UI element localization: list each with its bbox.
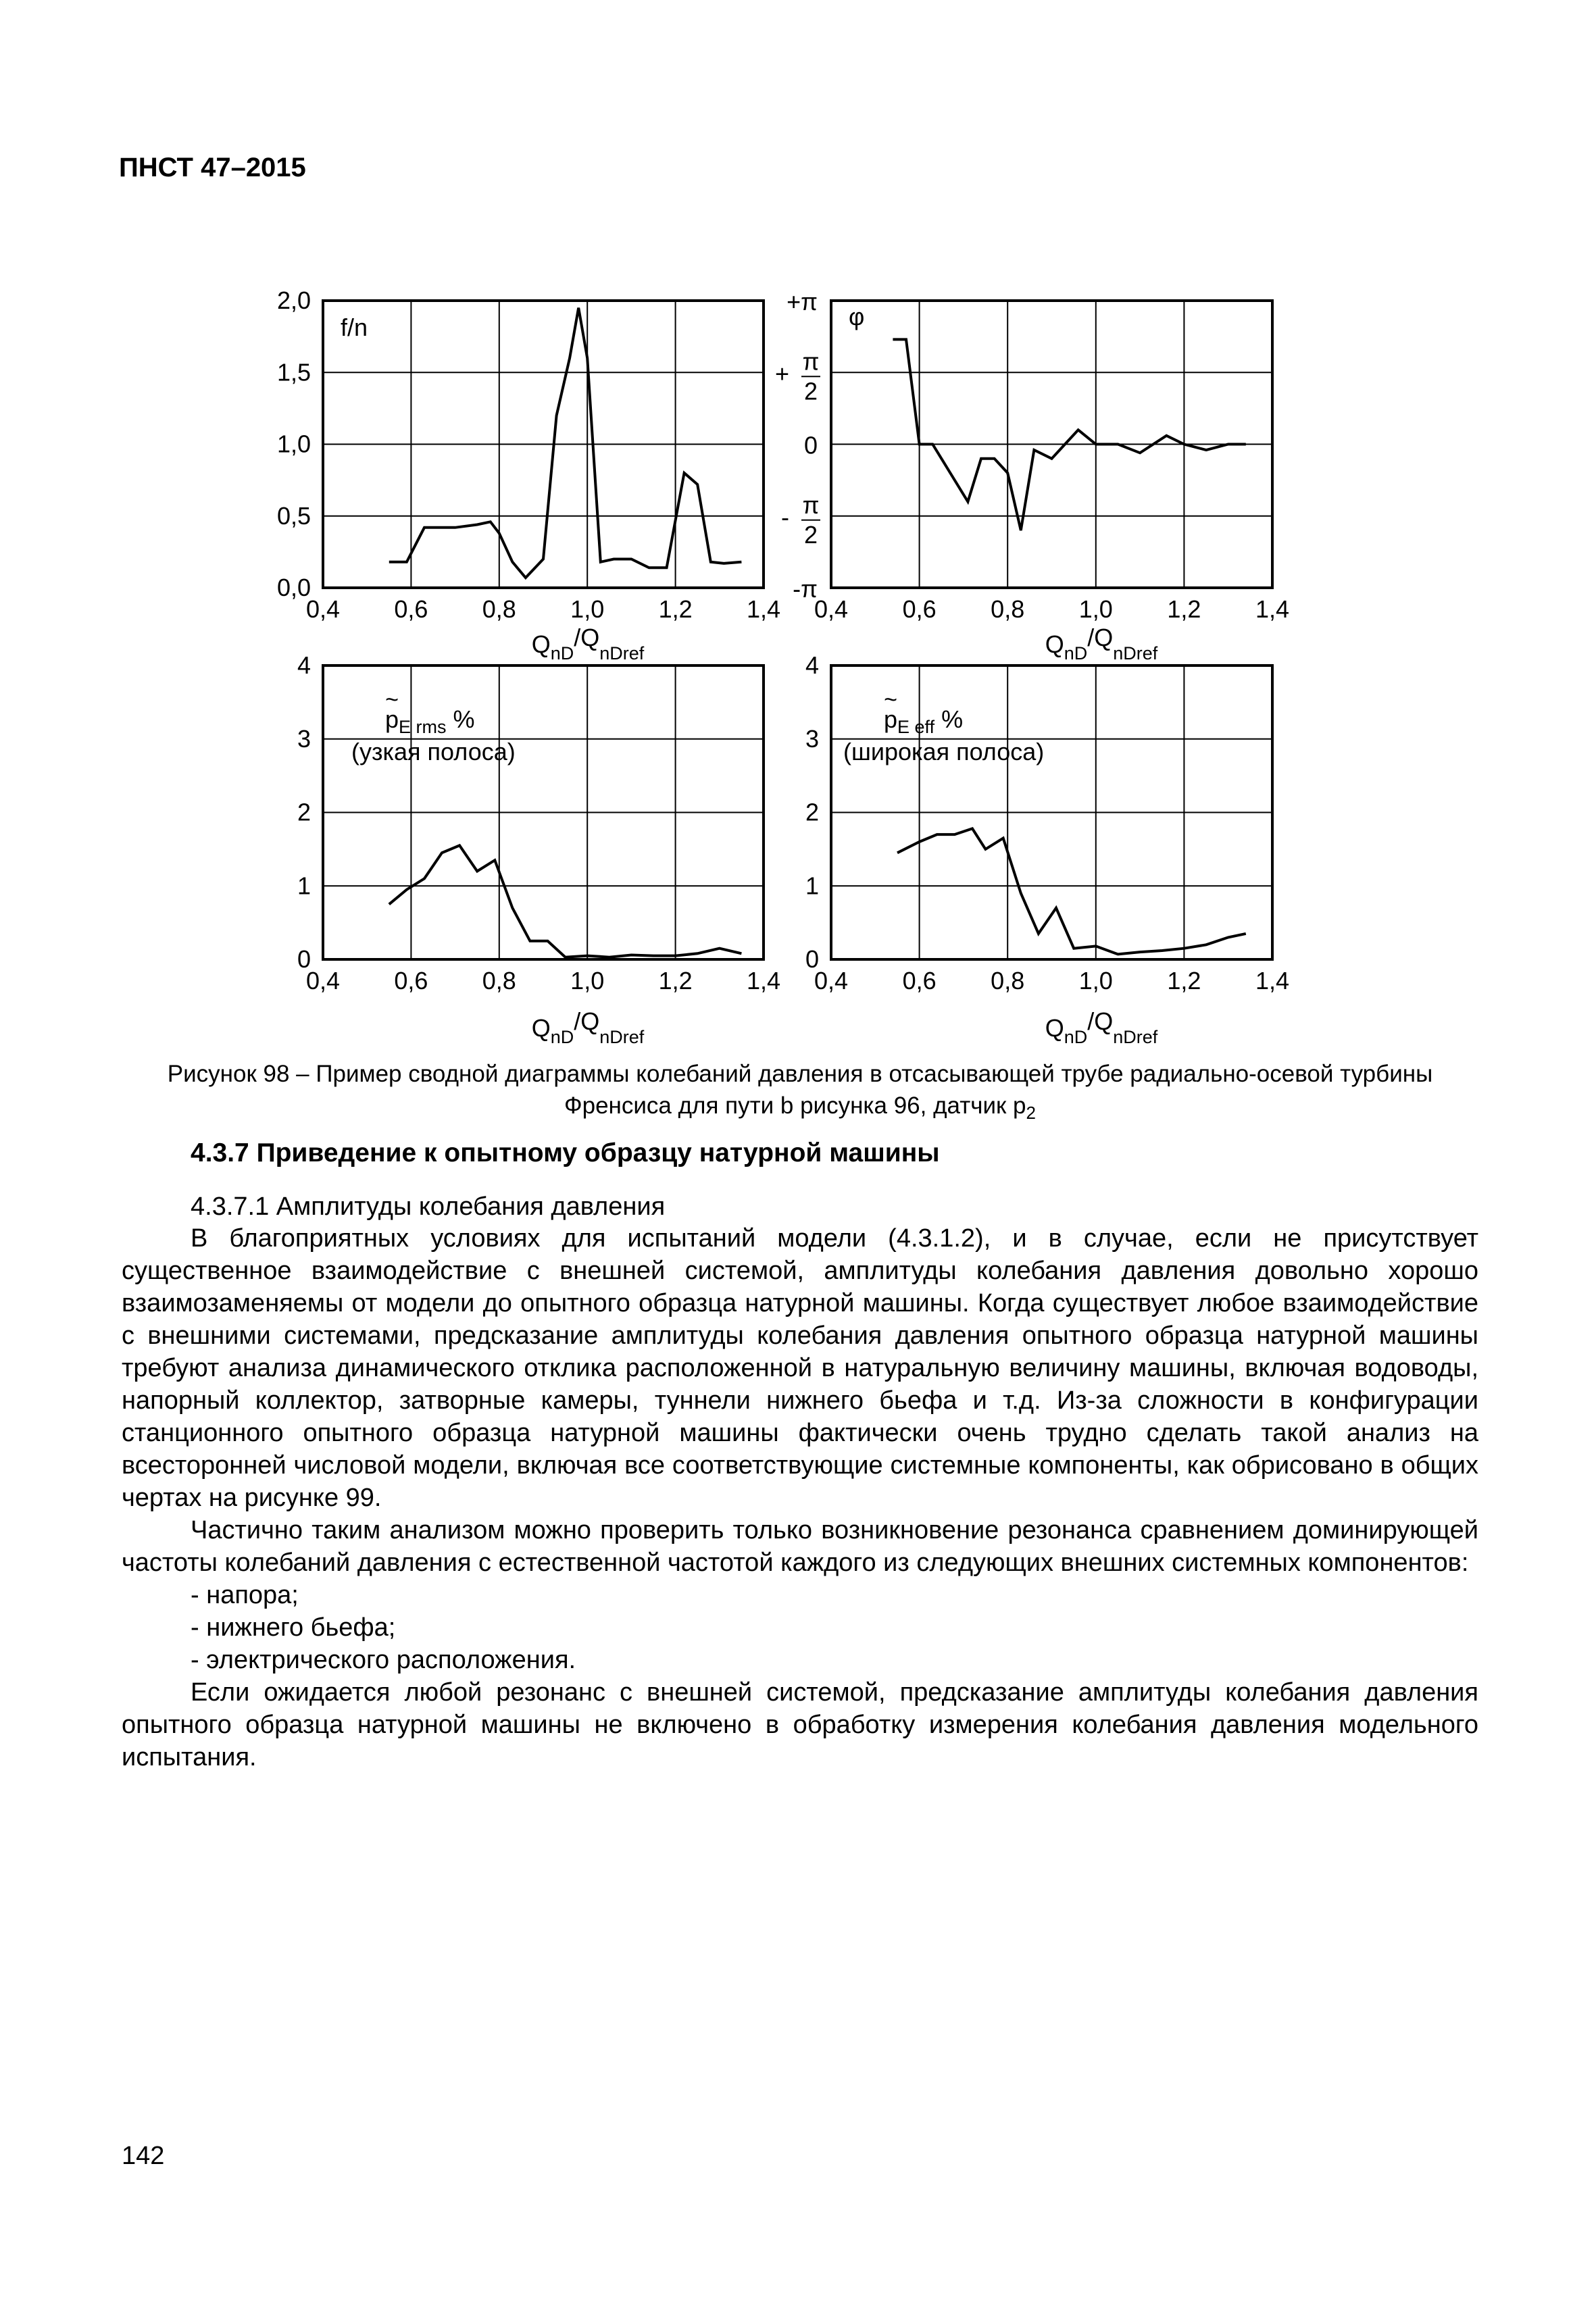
x-tick-label: 1,0 [570,595,605,623]
document-code: ПНСТ 47–2015 [119,153,306,182]
x-tick-label: 1,0 [1078,595,1113,623]
list-item: - электрического расположения. [191,1646,576,1674]
y-tick-label: 1 [805,872,819,900]
y-tick-label: 2,0 [276,286,311,314]
y-tick-label: 2 [805,798,819,826]
page-number: 142 [122,2142,165,2170]
x-tick-label: 0,4 [305,967,341,995]
subsection-heading: 4.3.7.1 Амплитуды колебания давления [191,1192,666,1221]
tilde-mark: ~ [385,687,399,713]
y-tick-label: 0 [297,945,311,973]
x-tick-label: 1,4 [1255,967,1290,995]
x-tick-label: 0,8 [482,595,516,623]
tilde-mark: ~ [884,687,897,713]
y-tick-label-half-sign: + [774,359,789,388]
panel-label-fn: f/n [341,313,368,341]
x-tick-label: 0,8 [991,967,1025,995]
x-tick-label: 0,6 [902,967,937,995]
x-axis-label: $Q_{nD}/Q_{nDref}$ [1045,1007,1158,1047]
y-tick-label-top: +π [787,288,818,316]
x-tick-label: 0,4 [305,595,341,623]
data-series-line [389,308,742,578]
list-item: - напора; [191,1581,299,1609]
panel-note: (широкая полоса) [843,738,1045,765]
caption-subscript: 2 [1026,1103,1036,1123]
y-tick-label-neg-half-num: π [802,491,820,519]
x-tick-label: 1,4 [746,967,781,995]
figure-caption [122,1058,1478,1129]
x-axis-label: $Q_{nD}/Q_{nDref}$ [531,624,645,663]
y-tick-label: 4 [297,651,311,679]
x-tick-label: 0,8 [991,595,1025,623]
x-axis-label: $Q_{nD}/Q_{nDref}$ [1045,624,1158,663]
x-tick-label: 0,6 [394,967,428,995]
x-tick-label: 1,0 [1078,967,1113,995]
y-tick-label: 1 [297,872,311,900]
paragraph-3: Если ожидается любой резонанс с внешней системой, предсказание амплитуды колебания давления опытного образца натурной машины не включено в обработку измерения колебания давления модельного испытания. [122,1678,1478,1771]
section-heading: 4.3.7 Приведение к опытному образцу натурной машины [191,1138,940,1167]
x-tick-label: 1,2 [658,595,693,623]
y-tick-label: 2 [297,798,311,826]
x-tick-label: 0,4 [814,967,849,995]
x-axis-label: $Q_{nD}/Q_{nDref}$ [531,1007,645,1047]
y-tick-label-bottom: -π [793,575,818,603]
y-tick-label-half-num: π [802,347,820,376]
data-series-line [897,828,1246,954]
y-tick-label-half-den: 2 [803,377,818,405]
data-series-line [389,845,742,957]
list-item: - нижнего бьефа; [191,1613,396,1642]
x-tick-label: 1,2 [1167,595,1201,623]
x-tick-label: 0,8 [482,967,516,995]
body-text [122,1222,1478,1774]
y-tick-label: 3 [297,724,311,753]
y-tick-label: 0,5 [276,501,311,530]
x-tick-label: 0,4 [814,595,849,623]
panel-label-phi: φ [849,303,865,330]
figure-98 [0,0,1596,1054]
y-tick-label-neg-half-sign: - [781,503,789,531]
x-tick-label: 1,4 [1255,595,1290,623]
panel-label: $p_{E rms}$ % [385,705,475,737]
paragraph-2: Частично таким анализом можно проверить только возникновение резонанса сравнением доминирующей частоты колебаний давления с естественной частотой каждого из следующих внешних системных компонентов: [122,1516,1478,1577]
caption-line-1: Рисунок 98 – Пример сводной диаграммы колебаний давления в отсасывающей трубе радиально-осевой турбины [167,1061,1433,1087]
y-tick-label-zero: 0 [803,431,818,459]
y-tick-label: 0,0 [276,574,311,601]
y-tick-label: 0 [805,945,819,973]
x-tick-label: 1,2 [1167,967,1201,995]
x-tick-label: 0,6 [902,595,937,623]
x-tick-label: 0,6 [394,595,428,623]
y-tick-label: 1,5 [276,358,311,386]
paragraph-1: В благоприятных условиях для испытаний модели (4.3.1.2), и в случае, если не присутствует существенное взаимодействие с внешней системой, амплитуды колебания давления довольно хорошо взаимозаменяемы от модели до опытного образца натурной машины. Когда существует любое взаимодействие с внешними системами, предсказание амплитуды колебания давления опытного образца натурной машины требуют анализа динамического отклика расположенной в натуральную величину машины, включая водоводы, напорный коллектор, затворные камеры, туннели нижнего бьефа и т.д. Из-за сложности в конфигурации станционного опытного образца натурной машины фактически очень трудно сделать такой анализ на всесторонней числовой модели, включая все соответствующие системные компоненты, как обрисовано в общих чертах на рисунке 99. [122,1224,1478,1512]
panel-note: (узкая полоса) [351,738,516,765]
y-tick-label: 4 [805,651,819,679]
caption-line-2 [122,1090,1478,1129]
y-tick-label: 3 [805,724,819,753]
data-series-line [893,339,1245,530]
caption-line-2-text: Френсиса для пути b рисунка 96, датчик p [564,1092,1026,1119]
y-tick-label-neg-half-den: 2 [803,520,818,549]
y-tick-label: 1,0 [276,430,311,458]
panel-label: $p_{E eff}$ % [884,705,964,737]
x-tick-label: 1,4 [746,595,781,623]
x-tick-label: 1,2 [658,967,693,995]
x-tick-label: 1,0 [570,967,605,995]
